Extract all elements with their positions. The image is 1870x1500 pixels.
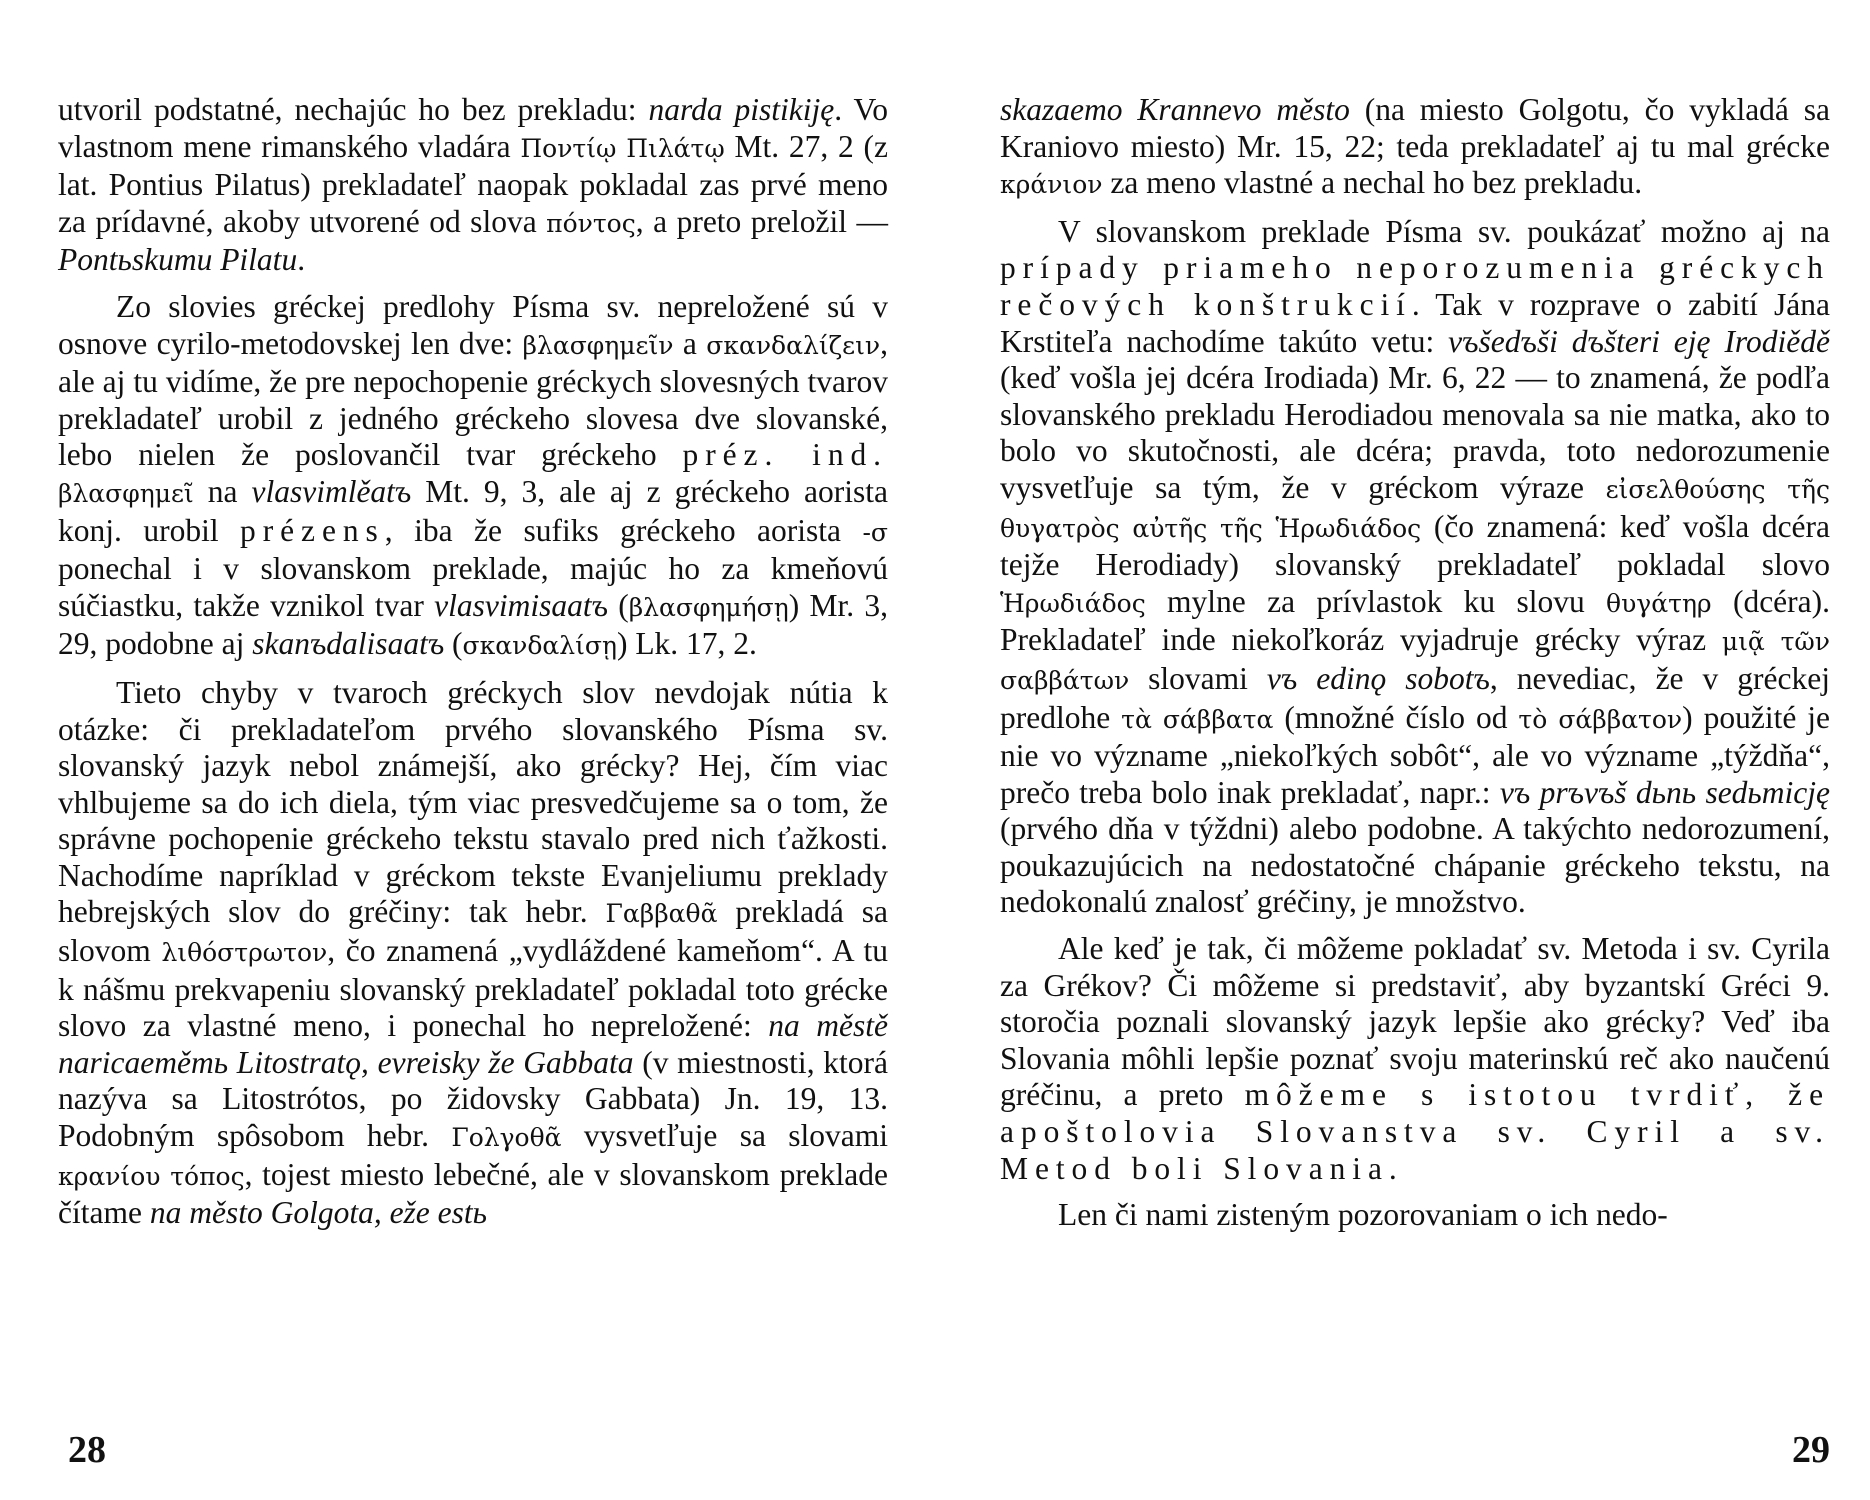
greek-text: Γολγοθᾶ xyxy=(451,1123,562,1153)
text-run: . Tak v rozprave o zabití Jána Krstiteľa nachodíme takúto vetu: xyxy=(1000,286,1830,359)
left-page xyxy=(58,92,888,1492)
italic-text: vъ prъvъš dьnь sedьmicję xyxy=(1499,774,1830,810)
text-run: slovami xyxy=(1129,660,1267,696)
greek-text: εἰσελθούσης τῆς θυγατρὸς αὐτῆς τῆς Ἡρωδιάδος xyxy=(1000,474,1831,543)
text-run: , čo znamená „vydláždené kameňom“. A tu k nášmu prekvapeniu slovanský prekladateľ pokladal toto grécke slovo za vlastné meno, i ponechal ho nepreložené: xyxy=(58,933,889,1044)
text-run: (v miestnosti, ktorá nazýva sa Litostrótos, po židovsky Gabbata) Jn. 19, 13. Podobným spôsobom hebr. xyxy=(58,1044,888,1154)
text-run: Ale keď je tak, či môžeme pokladať sv. Metoda i sv. Cyrila za Grékov? Či môžeme si predstaviť, aby byzantskí Gréci 9. storočia poznali slovanský jazyk lepšie ako grécky? Veď iba Slovania môhli lepšie poznať svoju materinskú reč ako naučenú gréčinu, a preto xyxy=(1000,931,1830,1113)
greek-text: μιᾷ τῶν σαββάτων xyxy=(1000,627,1830,695)
text-run: (množné číslo od xyxy=(1273,699,1519,735)
greek-text: βλασφημήσῃ xyxy=(628,592,789,622)
text-run: Mt. 9, 3, ale aj z gréckeho aorista konj. urobil xyxy=(58,473,888,548)
text-run: ) Lk. 17, 2. xyxy=(616,626,757,662)
greek-text: λιθόστρωτον xyxy=(161,938,328,968)
text-run: ) použité je nie vo význame „niekoľkých sobôt“, ale vo význame „týždňa“, prečo treba bolo inak prekladať, napr.: xyxy=(1000,699,1830,810)
right-page-text xyxy=(1000,92,1830,1234)
text-run: (keď vošla jej dcéra Irodiada) Mr. 6, 22 — to znamená, že podľa slovanského prekladu Herodiadou menovala sa nie matka, ako to bolo vo skutočnosti, ale dcéra; pravda, toto nedorozumenie vysvetľuje sa tým, že v gréckom výraze xyxy=(1000,360,1830,505)
greek-text: κρανίου τόπος xyxy=(58,1161,245,1191)
text-run: Zo slovies gréckej predlohy Písma sv. nepreložené sú v osnove cyrilo-metodovskej len dve: xyxy=(58,288,888,361)
text-run: za meno vlastné a nechal ho bez prekladu. xyxy=(1102,165,1643,201)
paragraph xyxy=(58,92,888,279)
text-run: ponechal i v slovanskom preklade, majúc ho za kmeňovú súčiastku, takže vznikol tvar xyxy=(58,551,888,623)
text-run: , iba že sufiks gréckeho aorista xyxy=(384,512,863,548)
paragraph xyxy=(1000,92,1830,204)
greek-text: θυγάτηρ xyxy=(1606,588,1712,618)
text-run: prekladá sa slovom xyxy=(58,894,888,969)
greek-text: τὸ σάββατον xyxy=(1518,704,1683,734)
page-number-right: 29 xyxy=(1792,1429,1830,1471)
left-page-text xyxy=(58,92,888,1232)
italic-text: skanъdalisaatъ xyxy=(252,626,445,662)
italic-text: vlasvimisaatъ xyxy=(434,587,608,623)
greek-text: σκανδαλίζειν xyxy=(706,330,881,360)
spaced-emphasis: môžeme s istotou tvrdiť, že apoštolovia Slovanstva sv. Cyril a sv. Metod boli Slovania xyxy=(1000,1077,1830,1186)
text-run: (na miesto Golgotu, čo vykladá sa Kraniovo miesto) Mr. 15, 22; teda prekladateľ aj tu mal grécke xyxy=(1000,92,1830,164)
text-run: , tojest miesto lebečné, ale v slovanskom preklade čítame xyxy=(58,1156,889,1231)
greek-text: βλασφημεῖν xyxy=(522,330,674,360)
italic-text: vlasvimlěatъ xyxy=(251,473,412,509)
text-run: Len či nami zisteným pozorovaniam o ich nedo- xyxy=(1058,1197,1668,1233)
text-run: na xyxy=(193,473,252,509)
text-run: Mt. 27, 2 (z lat. Pontius Pilatus) prekladateľ naopak pokladal zas prvé meno za prídavné, akoby utvorené od slova xyxy=(58,128,888,239)
italic-text: na městě naricaeměmь Litostratǫ, evreisky že Gabbata xyxy=(58,1008,888,1080)
text-run: . xyxy=(297,242,306,278)
greek-text: -σ xyxy=(862,517,888,547)
spaced-emphasis: prípady priameho neporozumenia gréckych rečových konštrukcií xyxy=(1000,250,1830,322)
text-run: a xyxy=(673,325,707,361)
paragraph xyxy=(1000,214,1830,921)
greek-text: κράνιον xyxy=(1000,170,1103,200)
text-run: V slovanskom preklade Písma sv. poukázať možno aj na xyxy=(1058,213,1830,249)
text-run: , a preto preložil — xyxy=(635,203,888,239)
paragraph xyxy=(1000,1197,1830,1234)
spaced-emphasis: prézens xyxy=(240,512,385,548)
paragraph xyxy=(58,289,888,665)
greek-text: πόντος xyxy=(546,208,636,238)
greek-text: Ἡρωδιάδος xyxy=(1000,588,1146,618)
spaced-emphasis: préz. ind. xyxy=(682,437,888,473)
text-run: . Vo vlastnom mene rimanského vladára xyxy=(58,92,888,164)
italic-text: na město Golgota, eže estь xyxy=(149,1195,487,1231)
text-run: (dcéra). Prekladateľ inde niekoľkoráz vyjadruje grécky výraz xyxy=(1000,583,1830,658)
text-run: , nevediac, že v gréckej predlohe xyxy=(1000,660,1830,735)
italic-text: Pontьskumu Pilatu xyxy=(58,242,298,278)
text-run: . xyxy=(1388,1150,1397,1186)
page-number-left: 28 xyxy=(68,1429,106,1471)
greek-text: Γαββαθᾶ xyxy=(605,899,718,929)
text-run: (čo znamená: keď vošla dcéra tejže Herodiady) slovanský prekladateľ pokladal slovo xyxy=(1000,508,1831,583)
italic-text: skazaemo Krannevo město xyxy=(1000,92,1350,127)
right-page xyxy=(1000,92,1830,1492)
text-run: vysvetľuje sa slovami xyxy=(561,1118,888,1154)
italic-text: narda pistikiję xyxy=(648,92,835,127)
paragraph xyxy=(58,675,888,1232)
greek-text: Ποντίῳ Πιλάτῳ xyxy=(520,133,725,163)
text-run: utvoril podstatné, nechajúc ho bez prekladu: xyxy=(58,92,649,127)
text-run: ) Mr. 3, 29, podobne aj xyxy=(58,587,888,662)
text-run: ( xyxy=(444,626,463,662)
italic-text: vъšedъši dъšteri eję Irodiědě xyxy=(1448,323,1830,359)
text-run: (prvého dňa v týždni) alebo podobne. A takýchto nedorozumení, poukazujúcich na nedostatočné chápanie gréckeho tekstu, na nedokonalú znalosť gréčiny, je množstvo. xyxy=(1000,811,1830,920)
text-run: mylne za prívlastok ku slovu xyxy=(1145,583,1607,619)
greek-text: τὰ σάββατα xyxy=(1121,704,1274,734)
text-run: , ale aj tu vidíme, že pre nepochopenie gréckych slovesných tvarov prekladateľ urobil z jedného gréckeho slovesa dve slovanské, lebo nielen že poslovančil tvar gréckeho xyxy=(58,325,888,473)
text-run: Tieto chyby v tvaroch gréckych slov nevdojak nútia k otázke: či prekladateľom prvého slovanského Písma sv. slovanský jazyk nebol známejší, ako grécky? Hej, čím viac vhlbujeme sa do ich diela, tým viac presvedčujeme sa o tom, že správne pochopenie gréckeho tekstu stavalo pred nich ťažkosti. Nachodíme napríklad v gréckom tekste Evanjeliumu preklady hebrejských slov do gréčiny: tak hebr. xyxy=(58,674,888,930)
text-run: ( xyxy=(607,587,629,623)
greek-text: βλασφημεῖ xyxy=(58,478,194,508)
paragraph xyxy=(1000,931,1830,1187)
italic-text: vъ edinǫ sobotъ xyxy=(1266,660,1490,696)
greek-text: σκανδαλίσῃ xyxy=(462,631,617,661)
